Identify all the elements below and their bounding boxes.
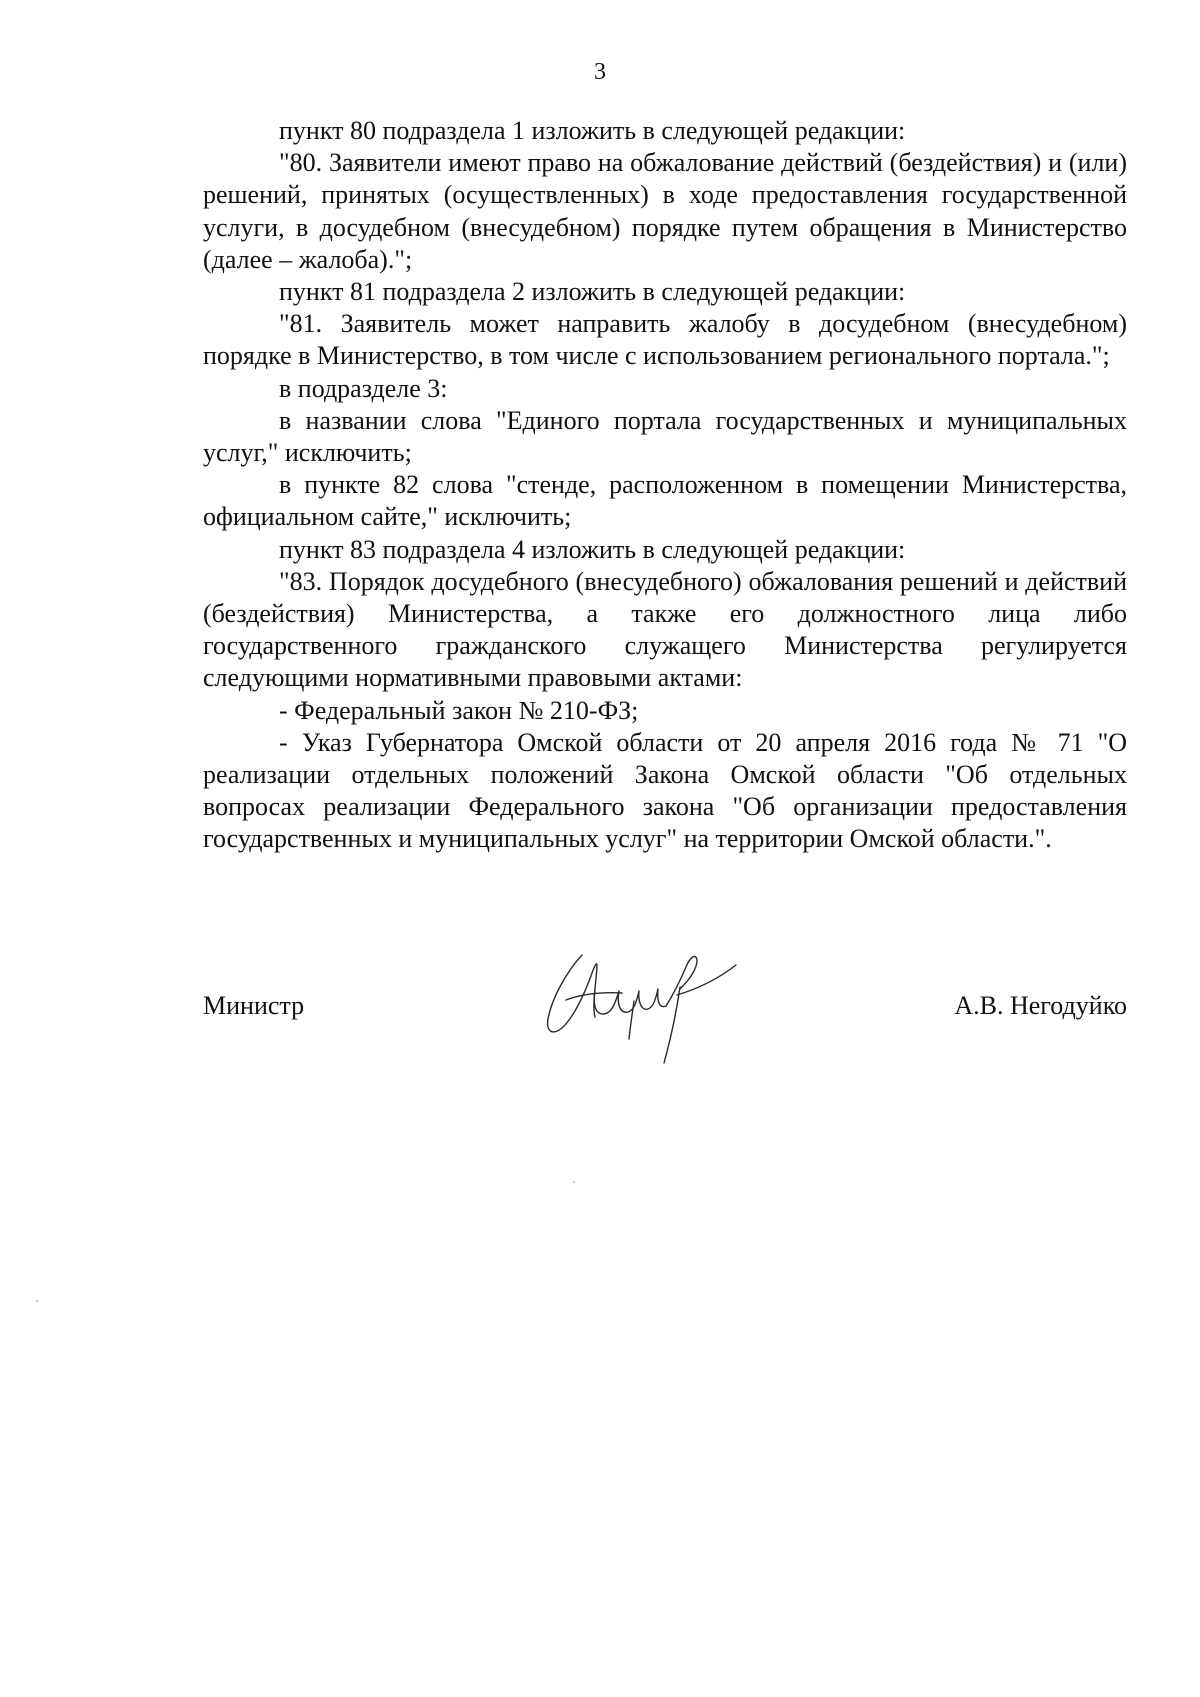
list-item-federal-law: - Федеральный закон № 210-ФЗ; [279,695,639,725]
scan-speck [573,1181,575,1183]
paragraph-punkt-81-heading: пункт 81 подраздела 2 изложить в следующей редакции: [279,277,906,307]
paragraph-subsection-3: в подразделе 3: [279,373,448,403]
list-item-governor-decree: - Указ Губернатора Омской области от 20 апреля 2016 года № 71 "О реализации отдельных положений Закона Омской области "Об отдельных вопросах реализации Федерального закона "Об организации предоставления государственных и муниципальных услуг" на территории Омской области.". [203,727,1127,854]
paragraph-punkt-83-heading: пункт 83 подраздела 4 изложить в следующей редакции: [279,534,906,564]
signatory-position: Министр [203,991,305,1020]
signatory-name: А.В. Негодуйко [954,991,1127,1020]
paragraph-punkt-81-text: "81. Заявитель может направить жалобу в досудебном (внесудебном) порядке в Министерство, в том числе с использованием регионального портала."; [203,309,1127,371]
paragraph-punkt-80-heading: пункт 80 подраздела 1 изложить в следующей редакции: [279,116,906,145]
paragraph-punkt-82-change: в пункте 82 слова "стенде, расположенном в помещении Министерства, официальном сайте," исключить; [203,470,1127,532]
paragraph-punkt-83-text: "83. Порядок досудебного (внесудебного) обжалования решений и действий (бездействия) Министерства, а также его должностного лица либо государственного гражданского служащего Министерства регулируется следующими нормативными правовыми актами: [203,566,1127,693]
paragraph-title-change: в названии слова "Единого портала государственных и муниципальных услуг," исключить; [203,405,1127,468]
paragraph-punkt-80-text: "80. Заявители имеют право на обжалование действий (бездействия) и (или) решений, принятых (осуществленных) в ходе предоставления государственной услуги, в досудебном (внесудебном) порядке путем обращения в Министерство (далее – жалоба)."; [203,148,1127,274]
handwritten-signature [540,935,750,1070]
scan-speck [36,1300,38,1302]
document-body [203,115,1127,856]
page-number: 3 [594,59,606,85]
